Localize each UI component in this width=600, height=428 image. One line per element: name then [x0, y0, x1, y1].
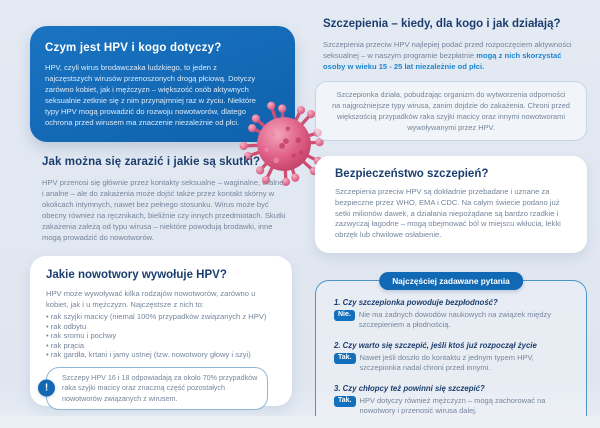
faq-question: 3. Czy chłopcy też powinni się szczepić? [334, 383, 485, 393]
vaccination-body-plain: Szczepienia przeciw HPV najlepiej podać przed rozpoczęciem aktywności seksualnej – w naszym programie bezpłatnie [323, 40, 572, 60]
vaccination-body-highlight: mogą z nich skorzystać osoby w wieku 15 - 25 lat niezależnie od płci. [323, 51, 562, 71]
intro-card-title: Czym jest HPV i kogo dotyczy? [45, 42, 222, 54]
faq-header-badge: Najczęściej zadawane pytania [379, 272, 523, 291]
list-item: • rak odbytu [46, 322, 276, 332]
faq-card [315, 275, 587, 428]
exclamation-icon: ! [38, 380, 55, 397]
faq-question: 1. Czy szczepionka powoduje bezpłodność? [334, 297, 498, 307]
answer-badge: Tak. [334, 396, 356, 407]
list-item: • rak szyjki macicy (niemal 100% przypadków związanych z HPV) [46, 312, 276, 322]
transmission-section [42, 156, 287, 243]
list-item: • rak gardła, krtani i jamy ustnej (tzw. nowotwory głowy i szyi) [46, 350, 276, 360]
page-bottom-strip [0, 416, 600, 428]
safety-body: Szczepienia przeciw HPV są dokładnie przebadane i uznane za bezpieczne przez WHO, EMA i CDC. Na całym świecie podano już setki milionów dawek, a działania niepożądane są bardzo rzadkie i zazwyczaj łagodne – mogą obejmować ból w miejscu wkłucia, lekki obrzęk lub chwilowe osłabienie. [335, 187, 561, 240]
answer-text: HPV dotyczy również mężczyzn – mogą zachorować na nowotwory i przenosić wirusa dalej. [359, 395, 546, 416]
cancers-list [46, 312, 276, 360]
right-column [315, 18, 587, 428]
intro-card-body: HPV, czyli wirus brodawczaka ludzkiego, to jeden z najczęstszych wirusów przenoszonych drogą płciową. Dotyczy zarówno kobiet, jak i mężczyzn – większość osób aktywnych seksualnie zetknie się z nim przynajmniej raz w życiu. Niektóre typy HPV mogą prowadzić do rozwoju nowotworów, dlatego ochrona przed wirusem ma znaczenie niezależnie od płci. [45, 63, 257, 127]
transmission-body: HPV przenosi się głównie przez kontakty seksualne – waginalne, oralne i analne – ale do zakażenia może dojść także przez kontakt skórny w okolicach intymnych, nawet bez pełnego stosunku. Wirus może być obecny również na ręcznikach, bieliźnie czy innych przedmiotach. Skutki zakażenia zależą od typu wirusa – niektóre powodują brodawki, inne mogą prowadzić do nowotworów. [42, 178, 286, 242]
cancers-card [30, 256, 292, 406]
list-item: • rak prącia [46, 341, 276, 351]
hpv-strains-note [46, 367, 268, 410]
faq-item [334, 298, 570, 331]
answer-badge: Nie. [334, 310, 355, 321]
faq-answer [334, 353, 570, 374]
safety-title: Bezpieczeństwo szczepień? [335, 168, 489, 180]
answer-badge: Tak. [334, 353, 356, 364]
cancers-intro: HPV może wywoływać kilka rodzajów nowotworów, zarówno u kobiet, jak i u mężczyzn. Najczęstsze z nich to: [46, 289, 256, 309]
vaccination-title: Szczepienia – kiedy, dla kogo i jak działają? [323, 18, 561, 30]
faq-answer [334, 396, 570, 417]
vaccine-action-box: Szczepionka działa, pobudzając organizm do wytworzenia odporności na najgroźniejsze typy wirusa, zanim dojdzie do zakażenia. Chroni przed większością przypadków raka szyjki macicy oraz innymi nowotworami wywoływanymi przez HPV. [315, 81, 587, 141]
list-item: • rak sromu i pochwy [46, 331, 276, 341]
note-text: Szczepy HPV 16 i 18 odpowiadają za około 70% przypadków raka szyjki macicy oraz znaczną część pozostałych nowotworów związanych z wirusem. [62, 372, 258, 403]
faq-answer [334, 310, 570, 331]
safety-card [315, 156, 587, 253]
answer-text: Nie ma żadnych dowodów naukowych na związek między szczepieniem a płodnością. [358, 309, 552, 330]
transmission-title: Jak można się zarazić i jakie są skutki? [42, 156, 261, 168]
faq-item [334, 341, 570, 374]
faq-question: 2. Czy warto się szczepić, jeśli ktoś już rozpoczął życie [334, 340, 537, 350]
faq-item [334, 384, 570, 417]
vaccination-body [323, 39, 573, 72]
cancers-title: Jakie nowotwory wywołuje HPV? [46, 269, 227, 281]
answer-text: Nawet jeśli doszło do kontaktu z jednym typem HPV, szczepionka nadal chroni przed innymi. [359, 352, 534, 373]
